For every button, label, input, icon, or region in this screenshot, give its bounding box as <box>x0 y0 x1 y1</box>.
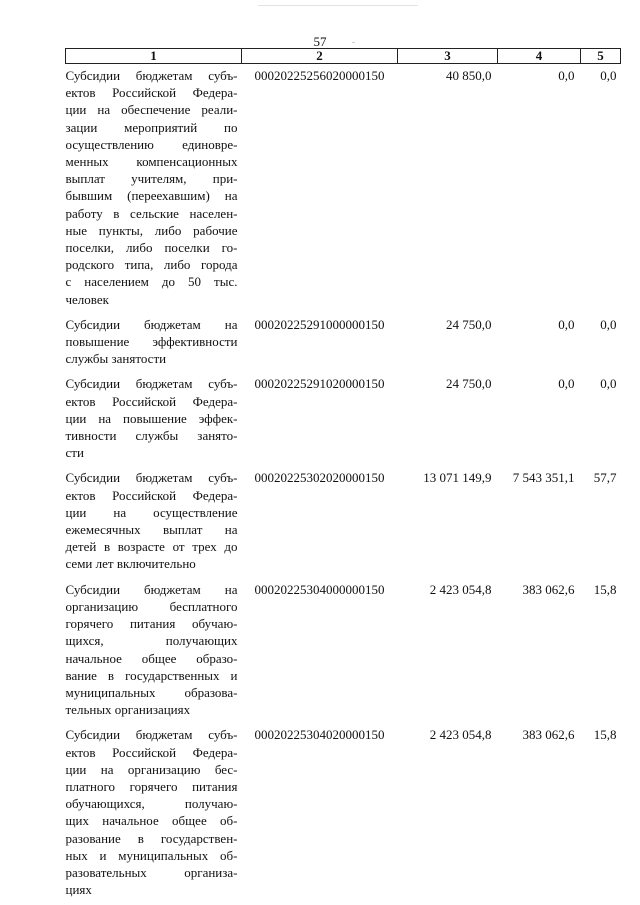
subsidy-name-line: обучающихся, получаю- <box>65 796 238 812</box>
subsidy-name-line: ции на организацию бес- <box>65 761 238 777</box>
subsidy-name-cell <box>66 466 242 577</box>
subsidy-name-line: ных и муниципальных об- <box>65 847 238 863</box>
budget-table <box>65 48 621 903</box>
subsidy-name-line: организацию бесплатного <box>65 598 238 614</box>
subsidy-name-cell <box>66 372 242 466</box>
table-row <box>66 466 621 577</box>
subsidy-name-line: муниципальных образова- <box>65 684 238 700</box>
subsidy-name-line: ектов Российской Федера- <box>65 744 238 760</box>
subsidy-name-line: вание в государственных и <box>65 667 238 683</box>
amount-planned-cell: 40 850,0 <box>446 68 492 83</box>
table-body <box>66 64 621 904</box>
subsidy-name-cell <box>66 64 242 313</box>
column-header-1: 1 <box>66 49 242 64</box>
subsidy-name-line: разование в государствен- <box>65 830 238 846</box>
subsidy-name-line: ции на осуществление <box>65 504 238 520</box>
subsidy-name-line: щихся, получающих <box>65 633 238 649</box>
subsidy-name-line: Субсидии бюджетам субъ- <box>65 470 238 486</box>
subsidy-name-line: Субсидии бюджетам на <box>65 581 238 597</box>
subsidy-name-line: детей в возрасте от трех до <box>65 539 238 555</box>
column-header-2: 2 <box>242 49 398 64</box>
table-row <box>66 313 621 373</box>
table-header-row <box>66 49 621 64</box>
subsidy-name-line: щих начальное общее об- <box>65 813 238 829</box>
subsidy-name-line: Субсидии бюджетам субъ- <box>65 376 238 392</box>
budget-code-cell: 00020225256020000150 <box>254 68 385 83</box>
budget-code-cell: 00020225291000000150 <box>254 316 385 332</box>
page-number: 57 <box>313 34 327 49</box>
subsidy-name-line: ные пункты, либо рабочие <box>65 222 238 238</box>
budget-code-cell: 00020225302020000150 <box>254 470 385 486</box>
subsidy-name-line: тельных организациях <box>65 702 191 718</box>
subsidy-name-line: ции на повышение эффек- <box>65 410 238 426</box>
table-row <box>66 723 621 903</box>
subsidy-name-cell <box>66 723 242 903</box>
subsidy-name-line: ежемесячных выплат на <box>65 522 238 538</box>
subsidy-name-cell <box>66 313 242 373</box>
subsidy-name-line: ции на обеспечение реали- <box>65 102 238 118</box>
subsidy-name-line: начальное общее образо- <box>65 650 238 666</box>
amount-executed-cell: 0,0 <box>558 316 575 332</box>
amount-executed-cell: 383 062,6 <box>522 727 575 743</box>
subsidy-name-line: родского типа, либо города <box>65 257 238 273</box>
subsidy-name-line: ектов Российской Федера- <box>65 85 238 101</box>
budget-code-cell: 00020225304000000150 <box>254 581 385 597</box>
percent-executed-cell: 57,7 <box>593 470 617 486</box>
scan-mark <box>258 5 418 6</box>
subsidy-name-line: семи лет включительно <box>65 556 196 572</box>
subsidy-name-line: сти <box>65 445 84 461</box>
budget-code-cell: 00020225291020000150 <box>254 376 385 392</box>
subsidy-name-line: бывшим (переехавшим) на <box>65 188 238 204</box>
table-row <box>66 64 621 313</box>
subsidy-name-line: ектов Российской Федера- <box>65 393 238 409</box>
subsidy-name-line: повышение эффективности <box>65 334 238 350</box>
subsidy-name-line: платного горячего питания <box>65 778 238 794</box>
amount-planned-cell: 13 071 149,9 <box>423 470 492 486</box>
column-header-4: 4 <box>498 49 581 64</box>
percent-executed-cell: 0,0 <box>600 316 617 332</box>
subsidy-name-line: человек <box>65 291 109 307</box>
subsidy-name-line: разовательных организа- <box>65 864 238 880</box>
amount-executed-cell: 383 062,6 <box>522 581 575 597</box>
percent-executed-cell: 15,8 <box>593 581 617 597</box>
subsidy-name-line: выплат учителям, при- <box>65 171 238 187</box>
amount-planned-cell: 2 423 054,8 <box>429 581 492 597</box>
subsidy-name-line: с населением до 50 тыс. <box>65 274 238 290</box>
column-header-3: 3 <box>398 49 498 64</box>
percent-executed-cell: 0,0 <box>600 376 617 392</box>
subsidy-name-line: зации мероприятий по <box>65 119 238 135</box>
subsidy-name-line: поселки, либо поселки го- <box>65 240 238 256</box>
subsidy-name-line: работу в сельские населен- <box>65 205 238 221</box>
subsidy-name-line: ектов Российской Федера- <box>65 487 238 503</box>
amount-planned-cell: 24 750,0 <box>446 316 492 332</box>
subsidy-name-line: осуществлению единовре- <box>65 136 238 152</box>
subsidy-name-line: Субсидии бюджетам субъ- <box>65 727 238 743</box>
subsidy-name-line: службы занятости <box>65 351 167 367</box>
amount-executed-cell: 0,0 <box>558 376 575 392</box>
subsidy-name-line: тивности службы занято- <box>65 428 238 444</box>
amount-planned-cell: 24 750,0 <box>446 376 492 392</box>
scan-speck <box>352 42 355 43</box>
table-row <box>66 578 621 724</box>
amount-executed-cell: 7 543 351,1 <box>512 470 575 486</box>
subsidy-name-cell <box>66 578 242 724</box>
subsidy-name-line: Субсидии бюджетам на <box>65 316 238 332</box>
table-row <box>66 372 621 466</box>
percent-executed-cell: 0,0 <box>600 68 617 83</box>
subsidy-name-line: менных компенсационных <box>65 154 238 170</box>
subsidy-name-line: горячего питания обучаю- <box>65 616 238 632</box>
budget-code-cell: 00020225304020000150 <box>254 727 385 743</box>
subsidy-name-line: циях <box>65 882 92 898</box>
subsidy-name-line: Субсидии бюджетам субъ- <box>65 68 238 83</box>
amount-planned-cell: 2 423 054,8 <box>429 727 492 743</box>
amount-executed-cell: 0,0 <box>558 68 575 83</box>
column-header-5: 5 <box>581 49 621 64</box>
percent-executed-cell: 15,8 <box>593 727 617 743</box>
